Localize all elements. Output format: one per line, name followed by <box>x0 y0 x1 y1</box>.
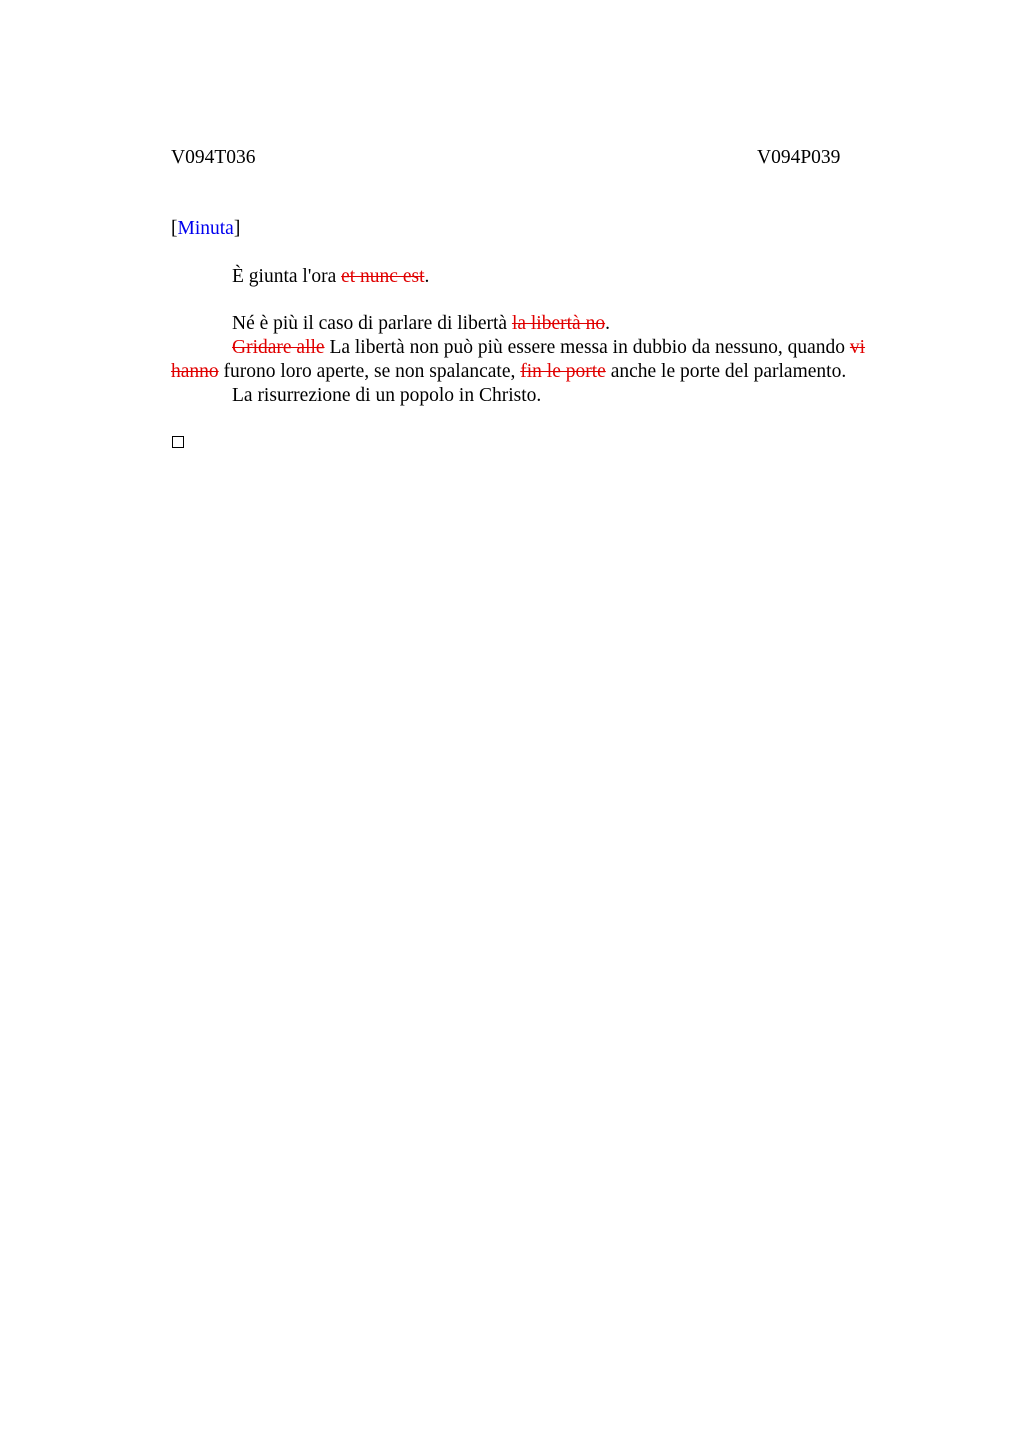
paragraph-text: La libertà non può più essere messa in dubbio da nessuno, quando <box>324 337 850 358</box>
empty-square-icon <box>172 436 184 448</box>
paragraph-text: furono loro aperte, se non spalancate, <box>218 361 521 382</box>
page-code: V094P039 <box>757 147 841 168</box>
deleted-text: vi hanno <box>171 337 866 382</box>
document-code: V094T036 <box>171 147 256 168</box>
paragraph-1 <box>171 265 891 289</box>
paragraph-text: Né è più il caso di parlare di libertà <box>232 313 512 334</box>
paragraph-text: È giunta l'ora <box>232 266 342 287</box>
paragraph-punct: . <box>424 266 430 287</box>
deleted-text: la libertà no <box>511 313 606 334</box>
paragraph-2 <box>171 312 891 336</box>
deleted-text: Gridare alle <box>232 337 325 358</box>
paragraph-3 <box>171 336 891 384</box>
paragraph-text: La risurrezione di un popolo in Christo. <box>232 385 542 406</box>
transcription-body <box>171 265 891 408</box>
bracket-open: [ <box>171 218 178 239</box>
bracket-close: ] <box>233 218 241 239</box>
paragraph-punct: . <box>605 313 610 334</box>
deleted-text: et nunc est <box>341 266 425 287</box>
paragraph-text: anche le porte del parlamento. <box>605 361 847 382</box>
minuta-link[interactable]: Minuta <box>177 218 234 239</box>
deleted-text: fin le porte <box>520 361 606 382</box>
paragraph-4 <box>171 384 891 408</box>
section-label <box>171 217 240 241</box>
